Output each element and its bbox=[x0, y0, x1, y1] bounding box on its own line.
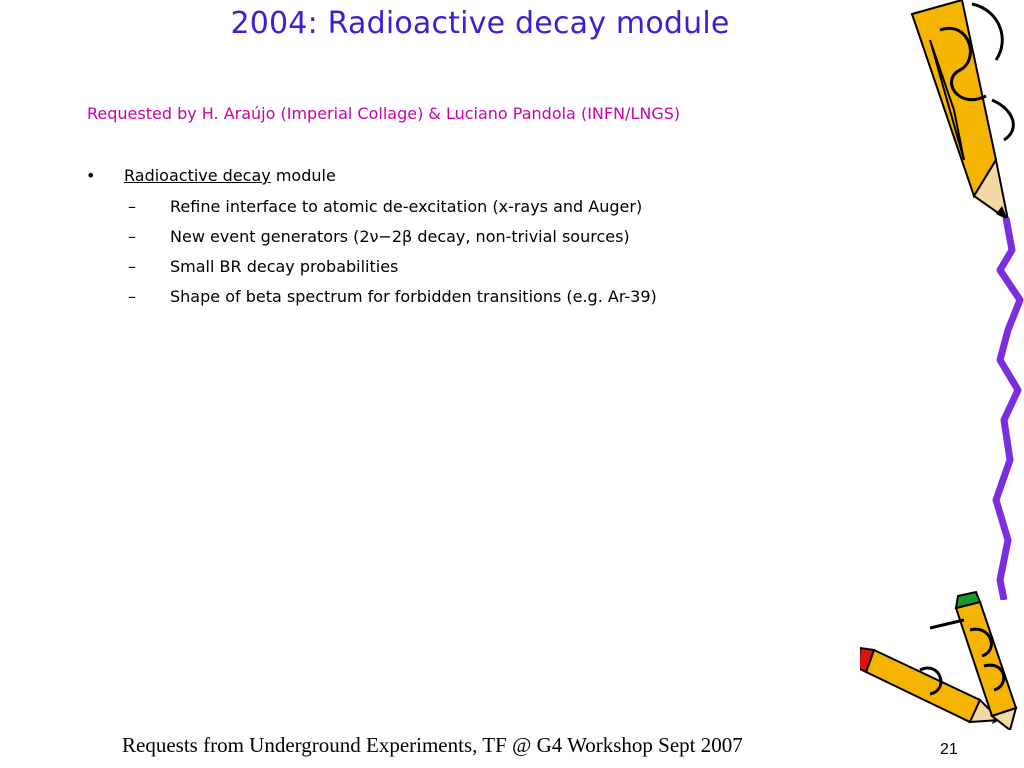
sub-bullet-text: New event generators (2ν−2β decay, non-trivial sources) bbox=[170, 227, 630, 246]
sub-bullet-text: Shape of beta spectrum for forbidden transitions (e.g. Ar-39) bbox=[170, 287, 657, 306]
sub-bullet-list bbox=[128, 196, 657, 316]
sub-bullet-item bbox=[128, 226, 657, 256]
sub-bullet-dash: – bbox=[128, 227, 136, 246]
sub-bullet-text: Small BR decay probabilities bbox=[170, 257, 399, 276]
sub-bullet-item bbox=[128, 256, 657, 286]
sub-bullet-item bbox=[128, 196, 657, 226]
slide-subtitle: Requested by H. Araújo (Imperial Collage) & Luciano Pandola (INFN/LNGS) bbox=[87, 104, 681, 123]
pencils-icon bbox=[860, 590, 1024, 730]
pencil-top-icon bbox=[912, 0, 1013, 220]
sub-bullet-text: Refine interface to atomic de-excitation (x-rays and Auger) bbox=[170, 197, 643, 216]
sub-bullet-dash: – bbox=[128, 257, 136, 276]
page-number: 21 bbox=[940, 741, 958, 758]
slide-footer: Requests from Underground Experiments, TF @ G4 Workshop Sept 2007 bbox=[122, 733, 743, 757]
slide-title: 2004: Radioactive decay module bbox=[230, 6, 730, 41]
pencil-scribble-icon bbox=[900, 0, 1024, 600]
bullet-link-text[interactable]: Radioactive decay bbox=[124, 166, 271, 185]
bullet-rest-text: module bbox=[270, 166, 336, 185]
scribble-line bbox=[996, 218, 1020, 600]
bullet-item bbox=[86, 166, 336, 185]
bullet-marker: • bbox=[86, 166, 96, 185]
sub-bullet-item bbox=[128, 286, 657, 316]
sub-bullet-dash: – bbox=[128, 287, 136, 306]
sub-bullet-dash: – bbox=[128, 197, 136, 216]
